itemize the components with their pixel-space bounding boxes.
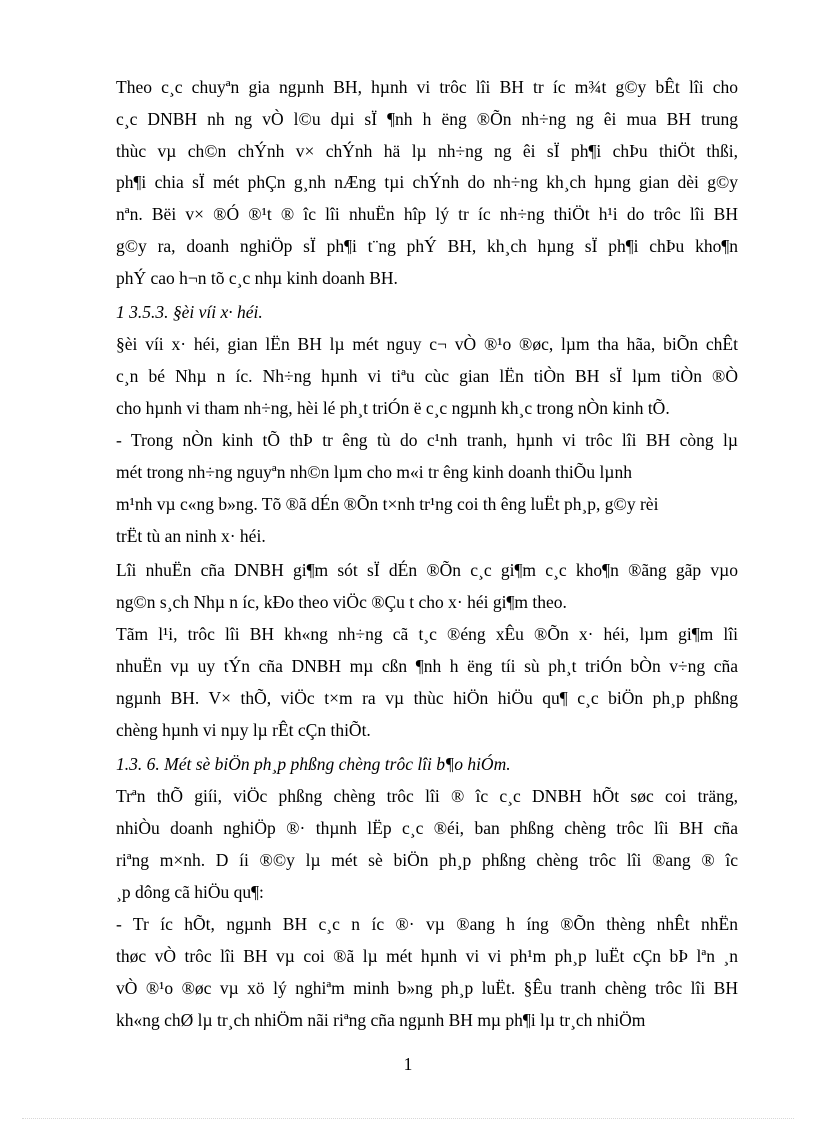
text-line: ngµnh BH. V× thÕ, viÖc t×m ra vµ thùc hiÖn hiÖu qu¶ c¸c biÖn ph¸p phßng: [116, 688, 738, 708]
text-line: Tãm l¹i, trôc lîi BH kh«ng nh÷ng cã t¸c ®éng xÊu ®Õn x· héi, lµm gi¶m lîi: [116, 624, 738, 644]
text-line: trËt tù an ninh x· héi.: [116, 526, 266, 546]
text-line: ph¶i chia sÏ mét phÇn g¸nh nÆng tµi chÝnh do nh÷ng kh¸ch hµng gian dèi g©y: [116, 172, 738, 192]
text-line: nhuËn vµ uy tÝn cña DNBH mµ cßn ¶nh h ëng tíi sù ph¸t triÓn bÒn v÷ng cña: [116, 656, 738, 676]
section-heading: 1.3. 6. Mét sè biÖn ph¸p phßng chèng trôc lîi b¶o hiÓm.: [116, 754, 511, 774]
text-line: cho hµnh vi tham nh÷ng, hèi lé ph¸t triÓn ë c¸c ngµnh kh¸c trong nÒn kinh tÕ.: [116, 398, 670, 418]
text-line: phÝ cao h¬n tõ c¸c nhµ kinh doanh BH.: [116, 268, 398, 288]
text-line: §èi víi x· héi, gian lËn BH lµ mét nguy c¬ vÒ ®¹o ®øc, lµm tha hãa, biÕn chÊt: [116, 334, 738, 354]
text-line: thøc vÒ trôc lîi BH vµ coi ®ã lµ mét hµnh vi vi ph¹m ph¸p luËt cÇn bÞ lªn ¸n: [116, 946, 738, 966]
text-line: Theo c¸c chuyªn gia ngµnh BH, hµnh vi trôc lîi BH tr íc m¾t g©y bÊt lîi cho: [116, 77, 738, 97]
text-line: - Tr íc hÕt, ngµnh BH c¸c n íc ®· vµ ®ang h íng ®Õn thèng nhÊt nhËn: [116, 914, 738, 934]
text-line: nªn. Bëi v× ®Ó ®¹t ® îc lîi nhuËn hîp lý tr íc nh÷ng thiÖt h¹i do trôc lîi BH: [116, 204, 738, 224]
text-line: nhiÒu doanh nghiÖp ®· thµnh lËp c¸c ®éi, ban phßng chèng trôc lîi BH cña: [116, 818, 738, 838]
text-line: kh«ng chØ lµ tr¸ch nhiÖm nãi riªng cña ngµnh BH mµ ph¶i lµ tr¸ch nhiÖm: [116, 1010, 646, 1030]
text-line: m¹nh vµ c«ng b»ng. Tõ ®ã dÉn ®Õn t×nh tr¹ng coi th êng luËt ph¸p, g©y rèi: [116, 494, 659, 514]
text-line: chèng hµnh vi nµy lµ rÊt cÇn thiÕt.: [116, 720, 371, 740]
text-line: c¸c DNBH nh ng vÒ l©u dµi sÏ ¶nh h ëng ®Õn nh÷ng ng êi mua BH trung: [116, 109, 738, 129]
section-heading: 1 3.5.3. §èi víi x· héi.: [116, 302, 263, 322]
text-line: riªng m×nh. D íi ®©y lµ mét sè biÖn ph¸p phßng chèng trôc lîi ®ang ® îc: [116, 850, 738, 870]
page-number: 1: [403, 1054, 413, 1074]
text-line: Trªn thÕ giíi, viÖc phßng chèng trôc lîi ® îc c¸c DNBH hÕt søc coi träng,: [116, 786, 738, 806]
text-line: Lîi nhuËn cña DNBH gi¶m sót sÏ dÉn ®Õn c¸c gi¶m c¸c kho¶n ®ãng gãp vµo: [116, 560, 738, 580]
text-line: - Trong nÒn kinh tÕ thÞ tr êng tù do c¹nh tranh, hµnh vi trôc lîi BH còng lµ: [116, 430, 738, 450]
text-line: ¸p dông cã hiÖu qu¶:: [116, 882, 264, 902]
text-line: g©y ra, doanh nghiÖp sÏ ph¶i t¨ng phÝ BH, kh¸ch hµng sÏ ph¶i chÞu kho¶n: [116, 236, 738, 256]
text-line: mét trong nh÷ng nguyªn nh©n lµm cho m«i tr êng kinh doanh thiÕu lµnh: [116, 462, 632, 482]
text-line: ng©n s¸ch Nhµ n íc, kÐo theo viÖc ®Çu t cho x· héi gi¶m theo.: [116, 592, 567, 612]
page-bottom-divider: [22, 1118, 794, 1119]
text-line: vÒ ®¹o ®øc vµ xö lý nghiªm minh b»ng ph¸p luËt. §Êu tranh chèng trôc lîi BH: [116, 978, 738, 998]
text-line: c¸n bé Nhµ n íc. Nh÷ng hµnh vi tiªu cùc gian lËn tiÒn BH sÏ lµm tiÒn ®Ò: [116, 366, 738, 386]
text-line: thùc vµ ch©n chÝnh v× chÝnh hä lµ nh÷ng ng êi sÏ ph¶i chÞu thiÖt thßi,: [116, 141, 738, 161]
